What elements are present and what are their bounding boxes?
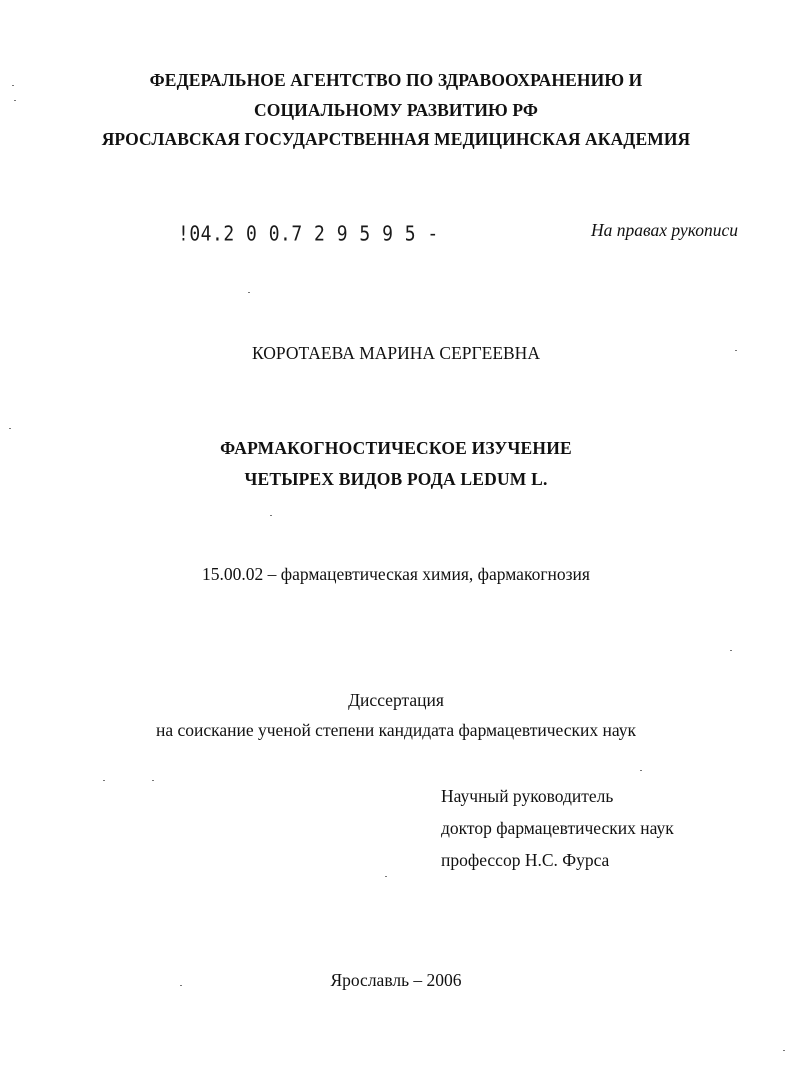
scan-speck [385,876,387,877]
header-line-3: ЯРОСЛАВСКАЯ ГОСУДАРСТВЕННАЯ МЕДИЦИНСКАЯ АКАДЕМИЯ [101,129,691,149]
scan-speck [152,780,154,781]
supervisor-role: Научный руководитель [441,786,614,806]
title-line-2: ЧЕТЫРЕХ ВИДОВ РОДА LEDUM L. [244,469,548,489]
supervisor-block [441,786,674,882]
dissertation-purpose: на соискание ученой степени кандидата фармацевтических наук [155,720,637,740]
author-name: КОРОТАЕВА МАРИНА СЕРГЕЕВНА [252,343,540,363]
scan-speck [14,100,16,101]
scan-speck [103,780,105,781]
supervisor-degree: доктор фармацевтических наук [441,818,674,838]
manuscript-note: На правах рукописи [591,220,738,240]
dissertation-type: Диссертация [348,690,444,710]
scan-speck [735,350,737,351]
header-line-1: ФЕДЕРАЛЬНОЕ АГЕНТСТВО ПО ЗДРАВООХРАНЕНИЮ И [149,70,643,90]
footer-city-year: Ярославль – 2006 [330,970,462,990]
scan-speck [270,515,272,516]
scan-speck [12,85,14,86]
registration-stamp: !04.2 0 0.7 2 9 5 9 5 - [178,222,439,247]
scan-speck [9,428,11,429]
specialty-code: 15.00.02 – фармацевтическая химия, фармакогнозия [202,564,590,584]
scan-speck [783,1050,785,1051]
header-line-2: СОЦИАЛЬНОМУ РАЗВИТИЮ РФ [254,100,538,120]
scan-speck [248,292,250,293]
scan-speck [640,770,642,771]
supervisor-name: профессор Н.С. Фурса [441,850,610,870]
scan-speck [730,650,732,651]
scan-speck [180,985,182,986]
title-line-1: ФАРМАКОГНОСТИЧЕСКОЕ ИЗУЧЕНИЕ [220,438,572,458]
